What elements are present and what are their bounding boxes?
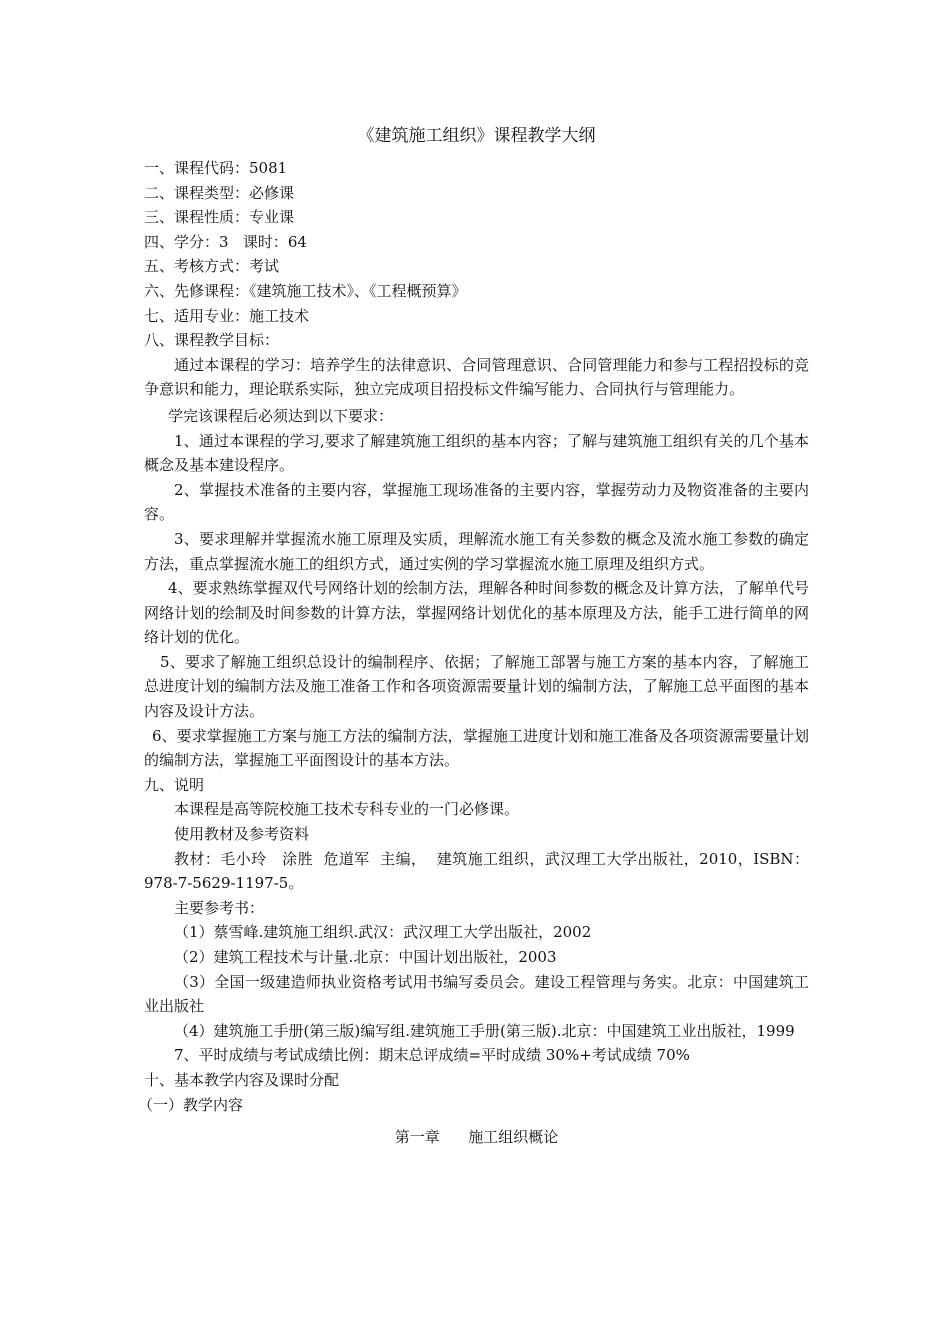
major-line: 七、适用专业：施工技术 [144,306,310,325]
grade-ratio-line: 7、平时成绩与考试成绩比例：期末总评成绩=平时成绩 30%+考试成绩 70% [174,1046,690,1065]
objectives-heading: 八、课程教学目标： [144,331,280,350]
requirement-2: 2、掌握技术准备的主要内容，掌握施工现场准备的主要内容，掌握劳动力及物资准备的主要内容。 [144,480,809,524]
course-type-line: 二、课程类型：必修课 [144,183,295,202]
reference-3: （3）全国一级建造师执业资格考试用书编写委员会。建设工程管理与务实。北京：中国建筑工业出版社 [144,972,809,1016]
reference-4: （4）建筑施工手册(第三版)编写组.建筑施工手册(第三版).北京：中国建筑工业出版社，1999 [174,1021,795,1040]
assessment-line: 五、考核方式：考试 [144,257,280,276]
credits-line: 四、学分：3 课时：64 [144,232,307,251]
reference-1: （1）蔡雪峰.建筑施工组织.武汉：武汉理工大学出版社，2002 [174,923,592,942]
requirement-6: 6、要求掌握施工方案与施工方法的编制方法，掌握施工进度计划和施工准备及各项资源需要量计划的编制方法，掌握施工平面图设计的基本方法。 [144,726,809,770]
course-nature-line: 三、课程性质：专业课 [144,208,295,227]
requirement-1: 1、通过本课程的学习,要求了解建筑施工组织的基本内容；了解与建筑施工组织有关的几个基本概念及基本建设程序。 [144,431,809,475]
teaching-content-heading: （一）教学内容 [138,1095,244,1114]
references-heading: 主要参考书： [174,898,265,917]
section-9-heading: 九、说明 [144,775,205,794]
textbook-line: 教材：毛小玲 涂胜 危道军 主编， 建筑施工组织，武汉理工大学出版社，2010，ISBN：978-7-5629-1197-5。 [144,849,809,893]
course-note: 本课程是高等院校施工技术专科专业的一门必修课。 [174,800,520,819]
requirement-3: 3、要求理解并掌握流水施工原理及实质，理解流水施工有关参数的概念及流水施工参数的确定方法，重点掌握流水施工的组织方式，通过实例的学习掌握流水施工原理及组织方式。 [144,529,809,573]
document-page [138,122,809,1150]
reference-2: （2）建筑工程技术与计量.北京：中国计划出版社，2003 [174,948,557,966]
prerequisite-line: 六、先修课程：《建筑施工技术》、《工程概预算》 [144,281,467,300]
requirement-4: 4、要求熟练掌握双代号网络计划的绘制方法，理解各种时间参数的概念及计算方法，了解单代号网络计划的绘制及时间参数的计算方法，掌握网络计划优化的基本原理及方法，能手工进行简单的网络计划的优化。 [144,579,809,647]
chapter-1-title: 第一章 施工组织概论 [394,1128,559,1147]
materials-heading: 使用教材及参考资料 [174,825,310,844]
document-title: 《建筑施工组织》课程教学大纲 [357,126,596,146]
course-code-line: 一、课程代码：5081 [144,159,288,177]
section-10-heading: 十、基本教学内容及课时分配 [144,1070,340,1089]
requirements-heading: 学完该课程后必须达到以下要求： [168,406,394,425]
objectives-intro: 通过本课程的学习：培养学生的法律意识、合同管理意识、合同管理能力和参与工程招投标的竞争意识和能力，理论联系实际，独立完成项目招投标文件编写能力、合同执行与管理能力。 [144,355,809,399]
requirement-5: 5、要求了解施工组织总设计的编制程序、依据；了解施工部署与施工方案的基本内容，了解施工总进度计划的编制方法及施工准备工作和各项资源需要量计划的编制方法，了解施工总平面图的基本内容及设计方法。 [144,652,809,721]
